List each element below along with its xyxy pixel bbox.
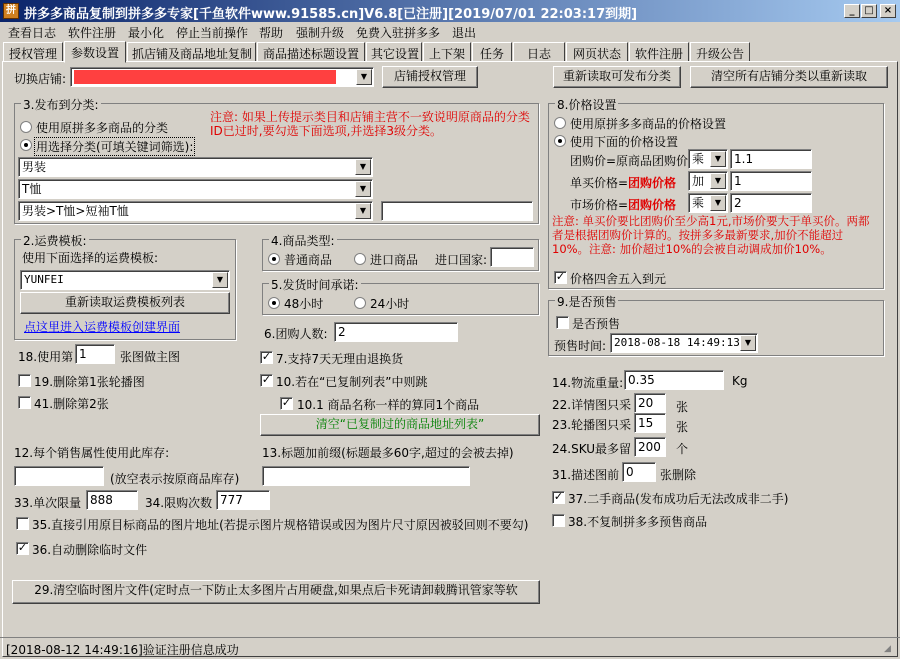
radio-normal-goods[interactable] [268,253,280,265]
weight-unit: Kg [732,374,748,388]
detail-image-unit: 张 [676,400,689,414]
title-suffix-label: 13.标题加前缀(标题最多60字,超过的会被去掉) [262,446,514,460]
checkbox-presale[interactable] [556,316,569,329]
radio-custom-price[interactable] [554,135,566,147]
limit34-label: 34.限购次数 [145,496,213,510]
limit33-input[interactable]: 888 [86,490,138,510]
minimize-button[interactable]: _ [844,4,860,18]
single-price-ref: 团购价格 [628,176,677,190]
group-price-input[interactable]: 1.1 [730,149,812,169]
desc-image-label: 31.描述图前 [552,468,620,482]
custom-price-label: 使用下面的价格设置 [570,135,679,149]
detail-image-input[interactable]: 20 [634,393,666,413]
opt19-label: 19.删除第1张轮播图 [34,375,145,389]
original-price-label: 使用原拼多多商品的价格设置 [570,117,727,131]
tab-web-status[interactable]: 网页状态 [566,42,628,62]
stock-hint: (放空表示按原商品库存) [110,472,240,486]
opt41-label: 41.删除第2张 [34,397,109,411]
carousel-label: 23.轮播图只采 [552,418,632,432]
original-category-label: 使用原拼多多商品的分类 [36,121,169,135]
reload-shipping-button[interactable]: 重新读取运费模板列表 [20,292,230,314]
import-goods-label: 进口商品 [370,253,419,267]
opt7-label: 7.支持7天无理由退换货 [276,352,404,366]
shipping-template-link[interactable]: 点这里进入运费模板创建界面 [24,320,181,334]
presale-time-label: 预售时间: [554,339,607,353]
radio-original-category[interactable] [20,121,32,133]
goods-type-title: 4.商品类型: [271,234,335,248]
menu-stop[interactable]: 停止当前操作 [176,26,249,40]
chevron-down-icon[interactable]: ▼ [355,203,371,219]
chevron-down-icon[interactable]: ▼ [710,151,726,167]
tab-log[interactable]: 日志 [513,42,565,62]
tab-task[interactable]: 任务 [472,42,512,62]
checkbox-19[interactable] [18,374,31,387]
shipping-template-title: 2.运费模板: [23,234,87,248]
radio-select-category[interactable] [20,139,32,151]
menu-minimize[interactable]: 最小化 [128,26,165,40]
opt35-label: 35.直接引用原目标商品的图片地址(若提示图片规格错误或因为图片尺寸原因被驳回则不要勾) [32,518,529,532]
presale-time-picker[interactable]: 2018-08-18 14:49:13 ▼ [610,333,758,353]
publish-note: 注意: 如果上传提示类目和店铺主营不一致说明原商品的分类ID已过时,要勾选下面选项,并选择3级分类。 [210,110,530,138]
group-count-label: 6.团购人数: [264,327,328,341]
category-id-input[interactable] [381,201,533,221]
chevron-down-icon[interactable]: ▼ [355,159,371,175]
opt37-label: 37.二手商品(发布成功后无法改成非二手) [568,492,789,506]
store-color-bar [74,70,336,84]
radio-import-goods[interactable] [354,253,366,265]
app-icon: 拼 [3,3,19,19]
normal-goods-label: 普通商品 [284,253,333,267]
title-suffix-input[interactable] [262,466,470,486]
tab-params[interactable]: 参数设置 [64,41,126,63]
store-select[interactable] [70,67,374,87]
clear-copied-button[interactable]: 清空“已复制过的商品地址列表” [260,414,540,436]
stock-input[interactable] [14,466,104,486]
checkbox-10-1[interactable]: ✓ [281,396,292,409]
checkbox-price-round[interactable]: ✓ [555,270,566,283]
category-level2-select[interactable]: T恤 ▼ [18,179,373,199]
menu-register[interactable]: 软件注册 [68,26,117,40]
limit33-label: 33.单次限量 [14,496,82,510]
main-image-input[interactable]: 1 [75,344,115,364]
publish-category-title: 3.发布到分类: [23,98,99,112]
checkbox-10[interactable]: ✓ [261,373,272,386]
single-price-label: 单买价格= [570,176,629,190]
category-level1-select[interactable]: 男装 ▼ [18,157,373,177]
menu-view-log[interactable]: 查看日志 [8,26,57,40]
checkbox-38[interactable] [552,514,565,527]
price-title: 8.价格设置 [557,98,617,112]
resize-grip-icon[interactable]: ◢ [884,644,891,654]
store-auth-button[interactable]: 店铺授权管理 [382,66,478,88]
carousel-unit: 张 [676,420,689,434]
presale-title: 9.是否预售 [557,295,617,309]
desc-image-unit: 张删除 [660,468,697,482]
desc-image-input[interactable]: 0 [622,462,656,482]
stock-label: 12.每个销售属性使用此库存: [14,446,170,460]
sku-label: 24.SKU最多留 [552,442,632,456]
chevron-down-icon[interactable]: ▼ [710,195,726,211]
checkbox-7[interactable]: ✓ [261,350,272,363]
single-price-input[interactable]: 1 [730,171,812,191]
menu-free-join[interactable]: 免费入驻拼多多 [356,26,441,40]
limit34-input[interactable]: 777 [216,490,270,510]
clear-temp-images-button[interactable]: 29.清空临时图片文件(定时点一下防止太多图片占用硬盘,如果点后卡死请卸载腾讯管家等软 [12,580,540,604]
chevron-down-icon[interactable]: ▼ [740,335,756,351]
weight-input[interactable]: 0.35 [624,370,724,390]
opt10-label: 10.若在“已复制列表”中则跳 [276,375,428,389]
price-round-label: 价格四舍五入到元 [570,272,667,286]
detail-image-label: 22.详情图只采 [552,398,632,412]
radio-24h[interactable] [354,297,366,309]
group-price-op-select[interactable]: 乘 ▼ [688,149,728,169]
market-price-ref: 团购价格 [628,198,677,212]
sku-unit: 个 [676,442,689,456]
shipping-template-select[interactable]: YUNFEI ▼ [20,270,230,290]
presale-label: 是否预售 [572,317,621,331]
tab-upgrade-notice[interactable]: 升级公告 [690,42,750,62]
menu-help[interactable]: 帮助 [259,26,284,40]
clear-category-button[interactable]: 清空所有店铺分类以重新读取 [690,66,888,88]
radio-48h[interactable] [268,297,280,309]
menu-exit[interactable]: 退出 [452,26,477,40]
category-level3-select[interactable]: 男装>T恤>短袖T恤 ▼ [18,201,373,221]
chevron-down-icon[interactable]: ▼ [356,69,372,85]
menu-force-upgrade[interactable]: 强制升级 [296,26,345,40]
chevron-down-icon[interactable]: ▼ [710,173,726,189]
chevron-down-icon[interactable]: ▼ [355,181,371,197]
import-country-label: 进口国家: [435,253,488,267]
checkbox-37[interactable]: ✓ [553,490,564,503]
close-button[interactable]: × [880,4,896,18]
group-count-input[interactable]: 2 [334,322,458,342]
checkbox-41[interactable] [18,396,31,409]
switch-store-label: 切换店铺: [14,72,67,86]
tab-shelf[interactable]: 上下架 [423,42,471,62]
tab-desc-title[interactable]: 商品描述标题设置 [257,42,365,62]
checkbox-36[interactable]: ✓ [17,541,28,554]
title-bar [0,0,900,22]
carousel-input[interactable]: 15 [634,413,666,433]
market-price-input[interactable]: 2 [730,193,812,213]
reload-category-button[interactable]: 重新读取可发布分类 [553,66,681,88]
tab-other[interactable]: 其它设置 [366,42,422,62]
import-country-input[interactable] [490,247,534,267]
opt38-label: 38.不复制拼多多预售商品 [568,515,708,529]
maximize-button[interactable]: □ [861,4,877,18]
price-note: 注意: 单买价要比团购价至少高1元,市场价要大于单买价。两都者是根据团购价计算的。按拼多多最新要求,加价不能超过10%。注意: 加价超过10%的会被自动调成加价10%。 [552,214,870,256]
group-price-label: 团购价=原商品团购价 [570,154,689,168]
weight-label: 14.物流重量: [552,376,624,390]
chevron-down-icon[interactable]: ▼ [212,272,228,288]
tab-software-register[interactable]: 软件注册 [629,42,689,62]
market-price-label: 市场价格= [570,198,629,212]
main-image-prefix: 18.使用第 [18,350,74,364]
opt10-1-label: 10.1 商品名称一样的算同1个商品 [297,398,480,412]
window-title: 拼多多商品复制到拼多多专家[千鱼软件www.91585.cn]V6.8[已注册][2019/07/01 22:03:17到期] [24,7,638,22]
market-price-op-select[interactable]: 乘 ▼ [688,193,728,213]
ship-time-title: 5.发货时间承诺: [271,278,359,292]
ship-48h-label: 48小时 [284,297,324,311]
status-text: [2018-08-12 14:49:16]验证注册信息成功 [6,643,239,657]
radio-original-price[interactable] [554,117,566,129]
opt36-label: 36.自动删除临时文件 [32,543,148,557]
sku-input[interactable]: 200 [634,437,666,457]
shipping-template-label: 使用下面选择的运费模板: [22,251,159,265]
tab-store-copy[interactable]: 抓店铺及商品地址复制 [127,42,256,62]
menu-bar [0,22,900,41]
ship-24h-label: 24小时 [370,297,410,311]
checkbox-35[interactable] [16,517,29,530]
tab-auth[interactable]: 授权管理 [3,42,63,62]
tab-strip [0,41,900,62]
single-price-op-select[interactable]: 加 ▼ [688,171,728,191]
status-bar [0,637,900,659]
select-category-label: 用选择分类(可填关键词筛选): [34,137,195,156]
main-image-suffix: 张图做主图 [120,350,181,364]
